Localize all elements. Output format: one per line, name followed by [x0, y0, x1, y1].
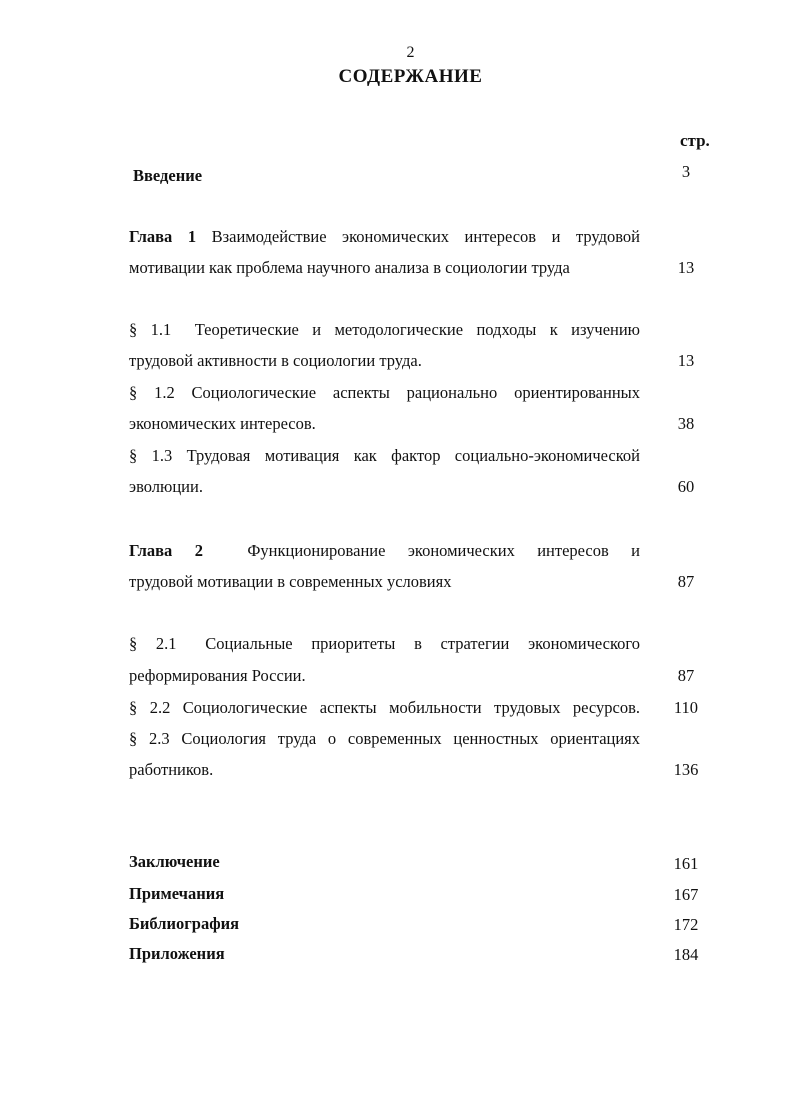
toc-entry-section-1-1 — [129, 320, 640, 340]
toc-ch1-title-line2: мотивации как проблема научного анализа в социологии труда — [129, 258, 570, 277]
toc-s23-line2: работников. — [129, 760, 214, 779]
toc-intro-label: Введение — [133, 166, 203, 185]
toc-s11-line1: Теоретические и методологические подходы к изучению — [194, 320, 641, 339]
toc-entry-bibliography — [129, 914, 239, 934]
toc-s12-line2: экономических интересов. — [129, 414, 316, 433]
page-title: СОДЕРЖАНИЕ — [338, 66, 483, 87]
toc-s23-page: 136 — [673, 760, 699, 779]
toc-s11-number: § 1.1 — [129, 320, 172, 339]
toc-ch2-label: Глава 2 — [129, 541, 203, 560]
toc-notes-label: Примечания — [129, 884, 225, 903]
toc-entry-chapter-2 — [129, 541, 640, 561]
page-column-label: стр. — [680, 131, 710, 150]
toc-entry-conclusion — [129, 852, 220, 872]
toc-s12-page: 38 — [677, 414, 695, 433]
toc-appendices-label: Приложения — [129, 944, 225, 963]
toc-s22-page: 110 — [673, 698, 699, 717]
toc-s21-number: § 2.1 — [129, 634, 177, 653]
toc-ch2-title-line2: трудовой мотивации в современных условиях — [129, 572, 452, 591]
toc-s21-line2: реформирования России. — [129, 666, 306, 685]
toc-s23-number: § 2.3 — [129, 729, 170, 748]
toc-entry-intro — [133, 166, 202, 186]
toc-entry-chapter-1 — [129, 227, 640, 247]
page-number: 2 — [406, 44, 415, 61]
toc-s12-line1: Социологические аспекты рационально ориентированных — [191, 383, 640, 402]
toc-s21-page: 87 — [677, 666, 695, 685]
toc-s13-page: 60 — [677, 477, 695, 496]
toc-ch1-page: 13 — [677, 258, 695, 277]
toc-s12-number: § 1.2 — [129, 383, 175, 402]
toc-conclusion-label: Заключение — [129, 852, 220, 871]
toc-s13-line2: эволюции. — [129, 477, 203, 496]
toc-s13-number: § 1.3 — [129, 446, 173, 465]
toc-s13-line1: Трудовая мотивация как фактор социально-экономической — [186, 446, 641, 465]
toc-s21-line1: Социальные приоритеты в стратегии экономического — [205, 634, 641, 653]
toc-s22-line1: Социологические аспекты мобильности трудовых ресурсов. — [182, 698, 640, 717]
toc-s23-line1: Социология труда о современных ценностных ориентациях — [181, 729, 641, 748]
toc-bibliography-page: 172 — [673, 915, 699, 934]
toc-entry-appendices — [129, 944, 225, 964]
toc-entry-section-2-2 — [129, 698, 640, 718]
toc-appendices-page: 184 — [673, 945, 699, 964]
toc-s22-number: § 2.2 — [129, 698, 171, 717]
toc-notes-page: 167 — [673, 885, 699, 904]
toc-entry-section-1-3 — [129, 446, 640, 466]
toc-entry-section-2-1 — [129, 634, 640, 654]
toc-bibliography-label: Библиография — [129, 914, 240, 933]
toc-s11-page: 13 — [677, 351, 695, 370]
toc-intro-page: 3 — [681, 162, 691, 181]
toc-ch2-page: 87 — [677, 572, 695, 591]
toc-ch1-title-line1: Взаимодействие экономических интересов и трудовой — [211, 227, 640, 246]
toc-entry-section-1-2 — [129, 383, 640, 403]
toc-conclusion-page: 161 — [673, 854, 699, 873]
toc-ch2-title-line1: Функционирование экономических интересов и — [247, 541, 640, 560]
toc-s11-line2: трудовой активности в социологии труда. — [129, 351, 422, 370]
toc-entry-section-2-3 — [129, 729, 640, 749]
toc-ch1-label: Глава 1 — [129, 227, 197, 246]
toc-entry-notes — [129, 884, 224, 904]
